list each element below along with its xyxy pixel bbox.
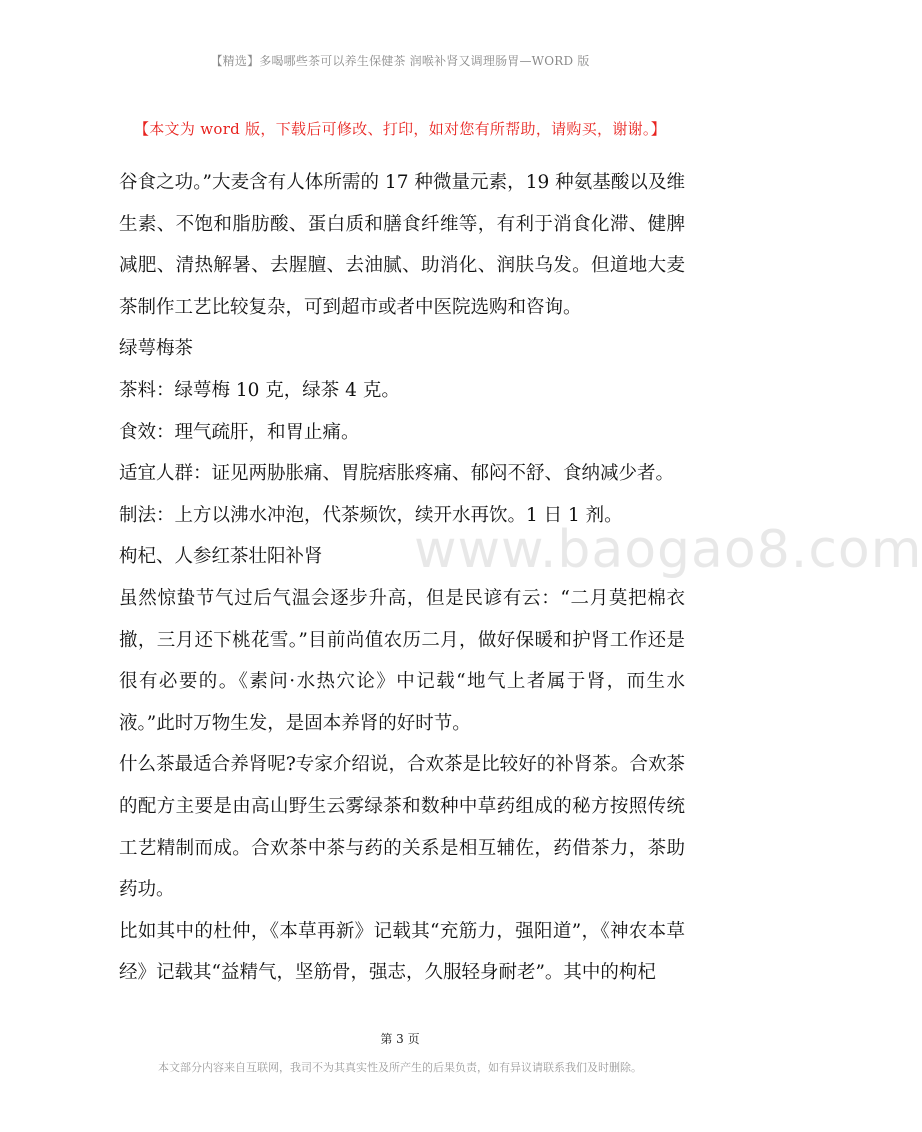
paragraph-kidney-care: 虽然惊蛰节气过后气温会逐步升高，但是民谚有云：“二月莫把棉衣撤，三月还下桃花雪。”目前尚值农历二月，做好保暖和护肾工作还是很有必要的。《素问·水热穴论》中记载“地气上者属于肾，而生水液。”此时万物生发，是固本养肾的好时节。 [119,587,685,734]
site-watermark: www.baogao8.com [414,520,922,580]
paragraph-duzhong: 比如其中的杜仲，《本草再新》记载其“充筋力，强阳道”，《神农本草经》记载其“益精气，坚筋骨，强志，久服轻身耐老”。其中的枸杞 [119,920,685,984]
page-number: 第 3 页 [380,1032,420,1046]
page-header: 【精选】多喝哪些茶可以养生保健茶 润喉补肾又调理肠胃—WORD 版 [210,54,590,68]
paragraph-effects: 食效：理气疏肝，和胃止痛。 [119,421,360,443]
page-footer: 本文部分内容来自互联网，我司不为其真实性及所产生的后果负责，如有异议请联系我们及时删除。 [158,1061,642,1074]
heading-goji-ginseng-tea: 枸杞、人参红茶壮阳补肾 [119,546,323,568]
paragraph-hehuan-tea: 什么茶最适合养肾呢?专家介绍说，合欢茶是比较好的补肾茶。合欢茶的配方主要是由高山野生云雾绿茶和数种中草药组成的秘方按照传统工艺精制而成。合欢茶中茶与药的关系是相互辅佐，药借茶力，茶助药功。 [119,754,685,901]
paragraph-barley-tea: 谷食之功。”大麦含有人体所需的 17 种微量元素，19 种氨基酸以及维生素、不饱和脂肪酸、蛋白质和膳食纤维等，有利于消食化滞、健脾减肥、清热解暑、去腥膻、去油腻、助消化、润肤乌发。但道地大麦茶制作工艺比较复杂，可到超市或者中医院选购和咨询。 [119,172,685,318]
paragraph-ingredients: 茶料：绿萼梅 10 克，绿茶 4 克。 [119,379,400,401]
paragraph-suitable-people: 适宜人群：证见两胁胀痛、胃脘痞胀疼痛、郁闷不舒、食纳减少者。 [119,463,675,485]
paragraph-method: 制法：上方以沸水冲泡，代茶频饮，续开水再饮。1 日 1 剂。 [119,504,623,526]
purchase-notice: 【本文为 word 版，下载后可修改、打印，如对您有所帮助，请购买，谢谢。】 [133,120,667,138]
heading-plum-tea: 绿萼梅茶 [119,338,194,360]
document-body [119,162,685,994]
